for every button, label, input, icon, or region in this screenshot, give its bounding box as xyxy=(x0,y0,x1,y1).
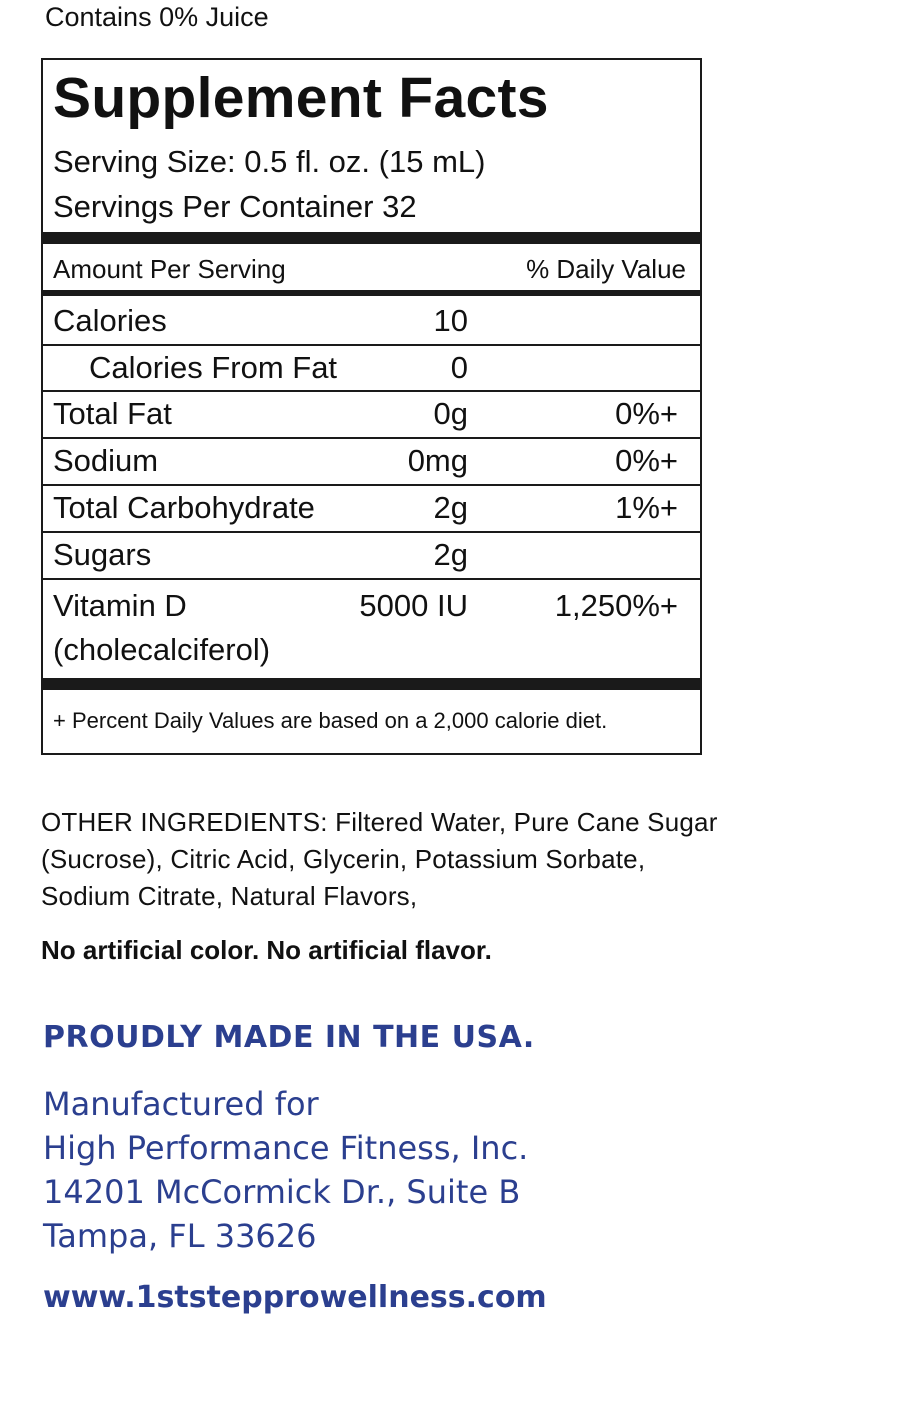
nutrient-name: Sodium xyxy=(53,443,159,478)
juice-note: Contains 0% Juice xyxy=(45,2,269,32)
nutrient-row-sodium xyxy=(43,437,700,486)
manufacturer-line-3: 14201 McCormick Dr., Suite B xyxy=(43,1173,521,1211)
nutrient-row-total-fat xyxy=(43,390,700,439)
nutrient-name-detail: (cholecalciferol) xyxy=(53,632,271,667)
nutrient-row-total-carbohydrate xyxy=(43,484,700,533)
serving-size: Serving Size: 0.5 fl. oz. (15 mL) xyxy=(53,144,486,179)
nutrient-amount: 0g xyxy=(433,396,468,431)
nutrient-daily-value: 1,250%+ xyxy=(554,588,678,623)
nutrient-amount: 0mg xyxy=(407,443,468,478)
nutrient-name: Calories xyxy=(53,303,167,338)
nutrient-name: Total Fat xyxy=(53,396,172,431)
no-artificial-statement: No artificial color. No artificial flavor. xyxy=(41,935,492,965)
manufacturer-line-2: High Performance Fitness, Inc. xyxy=(43,1129,529,1167)
nutrient-row-sugars xyxy=(43,531,700,580)
nutrient-daily-value: 0%+ xyxy=(615,443,678,478)
website-link[interactable]: www.1ststepprowellness.com xyxy=(43,1280,547,1315)
nutrient-amount: 0 xyxy=(450,350,468,385)
other-ingredients: OTHER INGREDIENTS: Filtered Water, Pure Cane Sugar (Sucrose), Citric Acid, Glycerin, Potassium Sorbate, Sodium Citrate, Natural Flavors, xyxy=(41,807,718,911)
nutrient-row-vitamin-d xyxy=(43,578,700,680)
amount-per-serving-header: Amount Per Serving xyxy=(53,254,286,284)
nutrient-name: Calories From Fat xyxy=(89,350,338,385)
manufacturer-line-1: Manufactured for xyxy=(43,1085,319,1123)
thick-divider-bottom xyxy=(43,678,700,690)
nutrient-daily-value: 1%+ xyxy=(615,490,678,525)
manufacturer-info xyxy=(43,1082,528,1258)
nutrient-row-calories-from-fat xyxy=(43,344,700,392)
nutrient-name: Total Carbohydrate xyxy=(53,490,315,525)
daily-value-header: % Daily Value xyxy=(526,254,686,284)
nutrient-name: Sugars xyxy=(53,537,152,572)
panel-title: Supplement Facts xyxy=(53,66,549,130)
nutrient-amount: 2g xyxy=(433,537,468,572)
made-in-usa: PROUDLY MADE IN THE USA. xyxy=(43,1020,535,1055)
servings-per-container: Servings Per Container 32 xyxy=(53,189,417,224)
nutrient-daily-value: 0%+ xyxy=(615,396,678,431)
manufacturer-line-4: Tampa, FL 33626 xyxy=(43,1217,317,1255)
nutrient-amount: 5000 IU xyxy=(359,588,468,623)
nutrient-row-calories xyxy=(43,296,700,344)
thick-divider-top xyxy=(43,232,700,244)
nutrient-amount: 2g xyxy=(433,490,468,525)
supplement-facts-panel xyxy=(41,58,702,755)
daily-value-footnote: + Percent Daily Values are based on a 2,000 calorie diet. xyxy=(53,708,608,733)
nutrient-name: Vitamin D xyxy=(53,588,187,623)
nutrient-amount: 10 xyxy=(433,303,468,338)
